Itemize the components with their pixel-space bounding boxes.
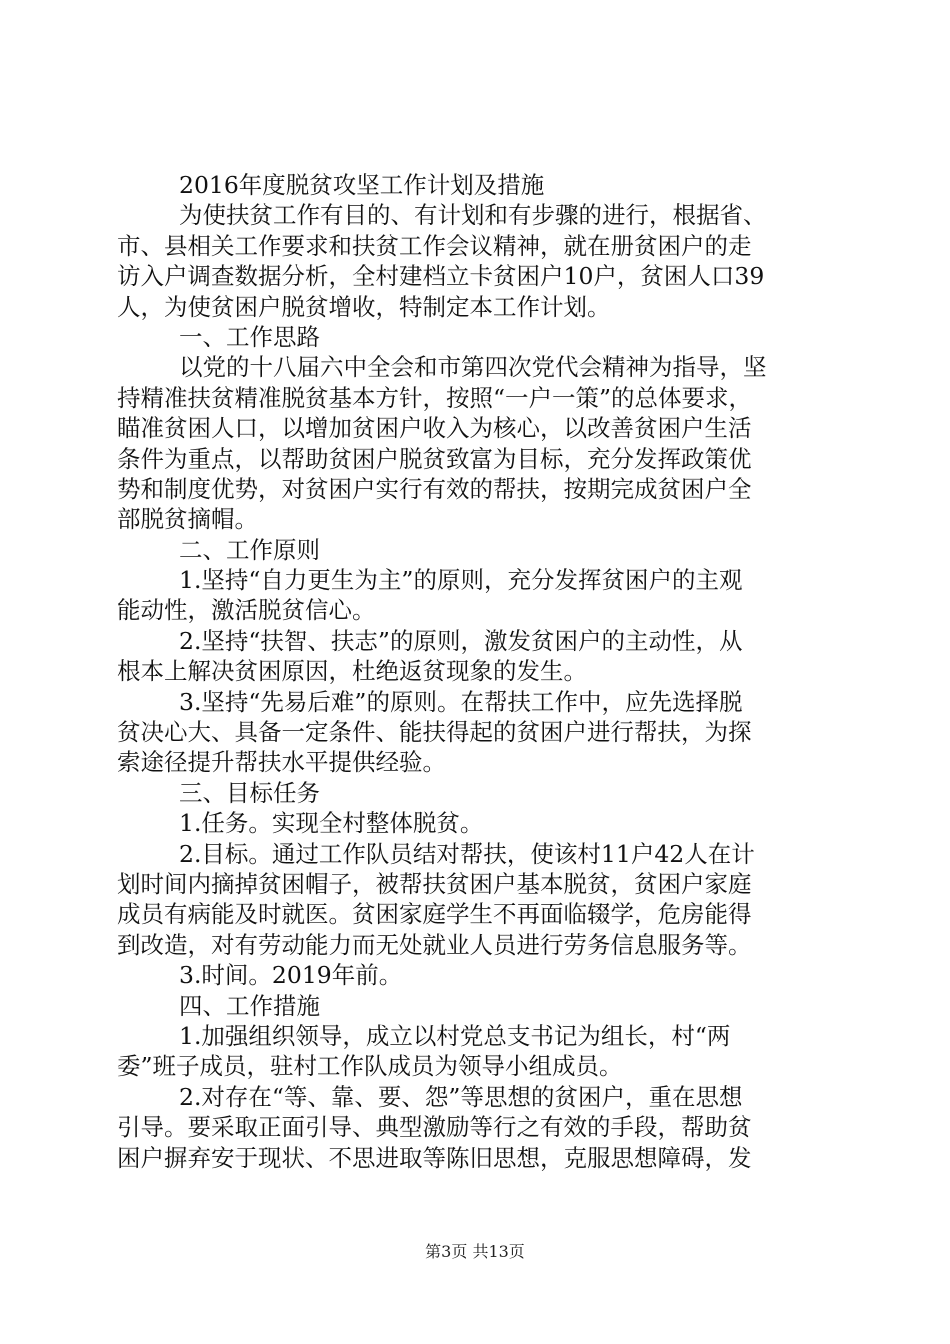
text-line: 为使扶贫工作有目的、有计划和有步骤的进行，根据省、 bbox=[179, 201, 767, 230]
text-line: 1.任务。实现全村整体脱贫。 bbox=[179, 809, 484, 838]
text-line: 2.对存在“等、靠、要、怨”等思想的贫困户，重在思想 bbox=[179, 1082, 743, 1111]
text-line: 以党的十八届六中全会和市第四次党代会精神为指导，坚 bbox=[179, 353, 767, 382]
text-line: 引导。要采取正面引导、典型激励等行之有效的手段，帮助贫 bbox=[117, 1113, 752, 1142]
text-line: 市、县相关工作要求和扶贫工作会议精神，就在册贫困户的走 bbox=[117, 231, 752, 260]
text-line: 能动性，激活脱贫信心。 bbox=[117, 596, 376, 625]
text-line: 划时间内摘掉贫困帽子，被帮扶贫困户基本脱贫，贫困户家庭 bbox=[117, 869, 752, 898]
text-line: 3.时间。2019年前。 bbox=[179, 961, 403, 990]
document-body bbox=[117, 170, 833, 1173]
text-line: 访入户调查数据分析，全村建档立卡贫困户10户，贫困人口39 bbox=[117, 262, 765, 291]
text-line: 3.坚持“先易后难”的原则。在帮扶工作中，应先选择脱 bbox=[179, 687, 743, 716]
text-line: 2.坚持“扶智、扶志”的原则，激发贫困户的主动性，从 bbox=[179, 626, 743, 655]
text-line: 根本上解决贫困原因，杜绝返贫现象的发生。 bbox=[117, 657, 587, 686]
text-line: 成员有病能及时就医。贫困家庭学生不再面临辍学，危房能得 bbox=[117, 900, 752, 929]
text-line: 委”班子成员，驻村工作队成员为领导小组成员。 bbox=[117, 1052, 623, 1081]
text-line: 一、工作思路 bbox=[179, 322, 320, 351]
text-line: 困户摒弃安于现状、不思进取等陈旧思想，克服思想障碍，发 bbox=[117, 1143, 752, 1172]
text-line: 持精准扶贫精准脱贫基本方针，按照“一户一策”的总体要求， bbox=[117, 383, 753, 412]
text-line: 二、工作原则 bbox=[179, 535, 320, 564]
text-line: 人，为使贫困户脱贫增收，特制定本工作计划。 bbox=[117, 292, 611, 321]
text-line: 势和制度优势，对贫困户实行有效的帮扶，按期完成贫困户全 bbox=[117, 474, 752, 503]
text-line: 瞄准贫困人口，以增加贫困户收入为核心，以改善贫困户生活 bbox=[117, 414, 752, 443]
text-line: 贫决心大、具备一定条件、能扶得起的贫困户进行帮扶，为探 bbox=[117, 718, 752, 747]
text-line: 2016年度脱贫攻坚工作计划及措施 bbox=[179, 171, 545, 199]
text-line: 2.目标。通过工作队员结对帮扶，使该村11户42人在计 bbox=[179, 839, 755, 868]
page-footer: 第3页 共13页 bbox=[425, 1242, 525, 1261]
text-line: 条件为重点，以帮助贫困户脱贫致富为目标，充分发挥政策优 bbox=[117, 444, 752, 473]
text-line: 部脱贫摘帽。 bbox=[117, 505, 258, 534]
text-line: 1.加强组织领导，成立以村党总支书记为组长，村“两 bbox=[179, 1021, 731, 1050]
text-line: 到改造，对有劳动能力而无处就业人员进行劳务信息服务等。 bbox=[117, 930, 752, 959]
text-line: 三、目标任务 bbox=[179, 778, 320, 807]
text-line: 四、工作措施 bbox=[179, 991, 320, 1020]
text-line: 索途径提升帮扶水平提供经验。 bbox=[117, 748, 446, 777]
text-line: 1.坚持“自力更生为主”的原则，充分发挥贫困户的主观 bbox=[179, 566, 743, 595]
